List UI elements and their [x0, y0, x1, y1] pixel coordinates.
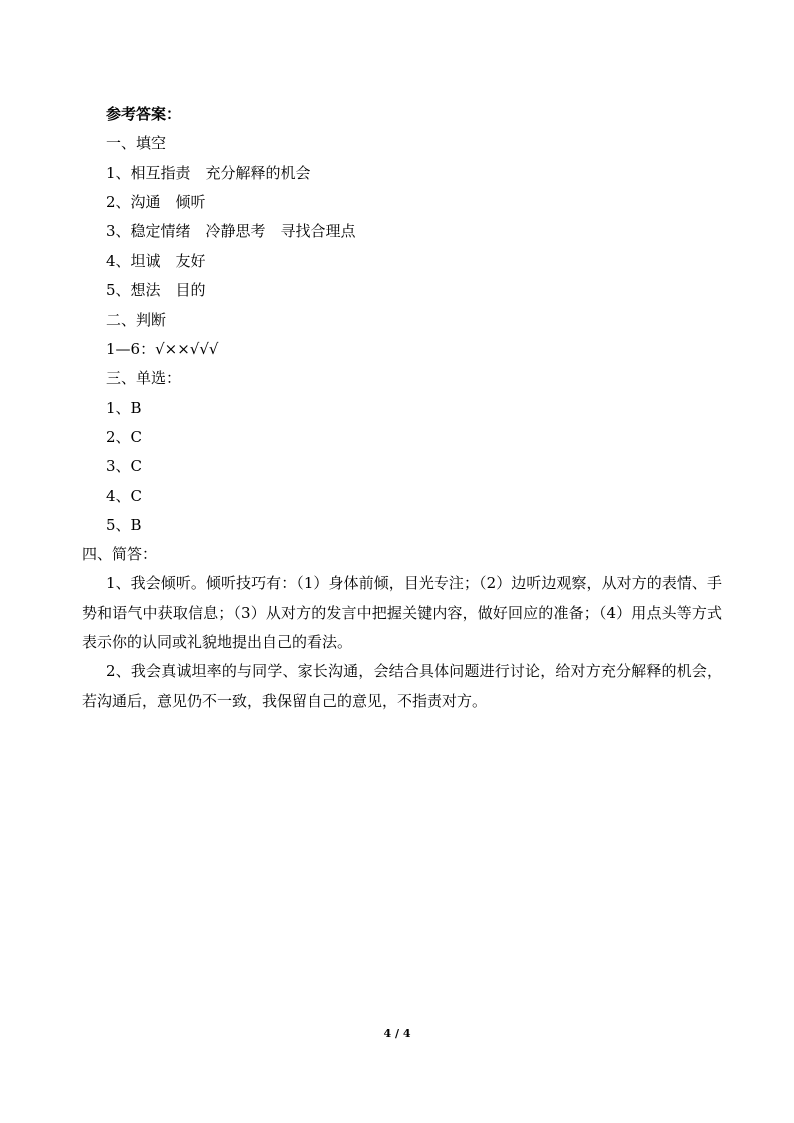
fill-blank-answer-5: 5、想法 目的 — [106, 281, 206, 299]
section-fill-blank-title: 一、填空 — [106, 134, 167, 152]
section-single-choice-title: 三、单选： — [106, 369, 182, 387]
fill-blank-answer-4: 4、坦诚 友好 — [106, 252, 206, 270]
page-number: 4 / 4 — [383, 1027, 411, 1040]
single-choice-answer-1: 1、B — [106, 399, 142, 417]
single-choice-answer-5: 5、B — [106, 516, 142, 534]
section-short-answer-title: 四、简答： — [82, 545, 158, 563]
single-choice-answer-4: 4、C — [106, 487, 143, 505]
short-answer-paragraph-1: 1、我会倾听。倾听技巧有：（1）身体前倾，目光专注；（2）边听边观察，从对方的表情、手势和语气中获取信息；（3）从对方的发言中把握关键内容，做好回应的准备；（4）用点头等方式表示你的认同或礼貌地提出自己的看法。 — [82, 574, 722, 651]
single-choice-answer-3: 3、C — [106, 457, 143, 475]
fill-blank-answer-2: 2、沟通 倾听 — [106, 193, 206, 211]
fill-blank-answer-1: 1、相互指责 充分解释的机会 — [106, 164, 311, 182]
single-choice-answer-2: 2、C — [106, 428, 143, 446]
fill-blank-answer-3: 3、稳定情绪 冷静思考 寻找合理点 — [106, 222, 356, 240]
section-judgment-title: 二、判断 — [106, 311, 167, 329]
short-answer-paragraph-2: 2、我会真诚坦率的与同学、家长沟通，会结合具体问题进行讨论，给对方充分解释的机会，若沟通后，意见仍不一致，我保留自己的意见，不指责对方。 — [82, 662, 722, 710]
answer-heading: 参考答案： — [106, 105, 182, 123]
judgment-answers: 1—6：√××√√√ — [106, 340, 219, 358]
